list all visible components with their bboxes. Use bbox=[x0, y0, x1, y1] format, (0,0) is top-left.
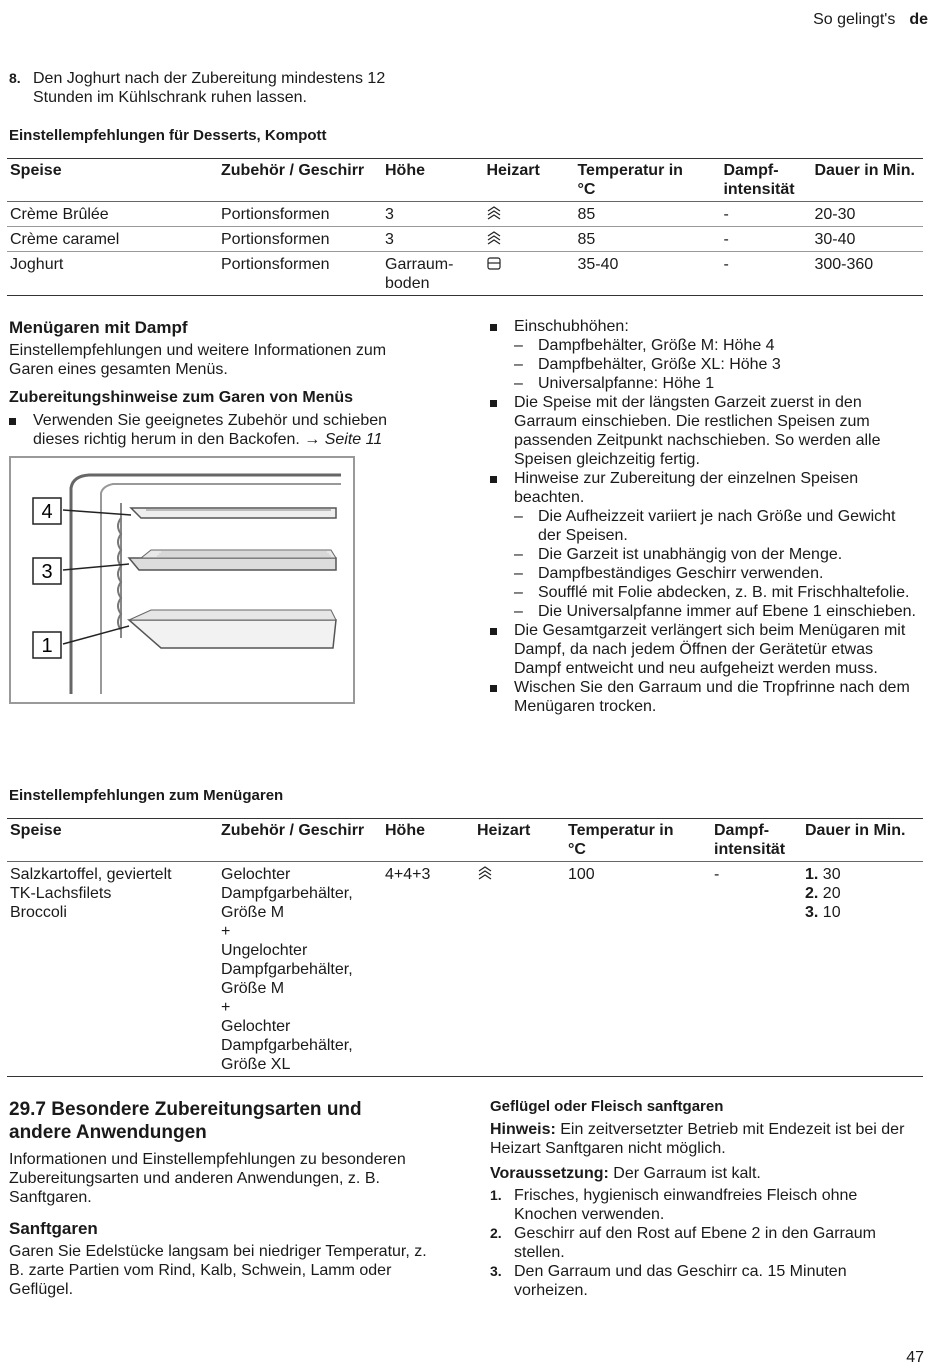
bullet-square-icon bbox=[490, 628, 497, 635]
col-temperatur: Temperatur in °C bbox=[577, 162, 683, 198]
speise-line: Broccoli bbox=[10, 904, 67, 921]
cell-dauer: 300-360 bbox=[814, 256, 874, 273]
list-item bbox=[490, 1262, 920, 1300]
cell-dampf: - bbox=[723, 256, 729, 273]
sub-list-item: – Dampfbehälter, Größe XL: Höhe 3 bbox=[514, 356, 781, 373]
zubehoer-line: Gelochter bbox=[221, 1018, 291, 1035]
speise-line: Salzkartoffel, geviertelt bbox=[10, 866, 172, 883]
cell-hoehe: 3 bbox=[385, 206, 394, 223]
oven-rack-diagram bbox=[11, 458, 353, 702]
cell-zubehoer bbox=[218, 862, 382, 1077]
cell-temp: 85 bbox=[577, 231, 596, 248]
sub-list-item: – Universalpfanne: Höhe 1 bbox=[514, 375, 715, 392]
col-heizart: Heizart bbox=[486, 162, 540, 179]
cell-dauer: 20-30 bbox=[814, 206, 856, 223]
cell-speise: Crème caramel bbox=[10, 231, 120, 248]
bullet-text: Einschubhöhen: bbox=[514, 318, 629, 335]
menu-subtitle: Zubereitungshinweise zum Garen von Menüs bbox=[9, 389, 354, 406]
hinweis-body: Ein zeitversetzter Betrieb mit Endezeit ist bei der Heizart Sanftgaren nicht möglich. bbox=[490, 1121, 905, 1157]
zubehoer-line: Dampfgarbehälter, bbox=[221, 885, 353, 902]
section-title: 29.7 Besondere Zubereitungsarten und andere Anwendungen bbox=[9, 1099, 362, 1143]
bullet-text: Wischen Sie den Garraum und die Tropfrinne nach dem Menügaren trocken. bbox=[514, 679, 910, 715]
cell-zubehoer: Portionsformen bbox=[221, 231, 330, 248]
col-speise: Speise bbox=[10, 822, 62, 839]
voraussetzung-body: Der Garraum ist kalt. bbox=[613, 1165, 761, 1182]
cell-hoehe: 3 bbox=[385, 231, 394, 248]
sub-text: Die Aufheizzeit variiert je nach Größe und Gewicht der Speisen. bbox=[538, 508, 896, 544]
step-number: 1. bbox=[805, 866, 819, 883]
dauer-value: 30 bbox=[822, 866, 841, 883]
list-item bbox=[490, 393, 920, 469]
sub-text: Soufflé mit Folie abdecken, z. B. mit Frischhaltefolie. bbox=[538, 584, 910, 601]
voraussetzung-label: Voraussetzung: bbox=[490, 1165, 609, 1182]
bullet-square-icon bbox=[490, 685, 497, 692]
col-zubehoer: Zubehör / Geschirr bbox=[221, 822, 365, 839]
voraussetzung-text bbox=[490, 1164, 920, 1183]
step-number: 2. bbox=[805, 885, 819, 902]
zubehoer-line: Ungelochter bbox=[221, 942, 308, 959]
dauer-value: 10 bbox=[822, 904, 841, 921]
step-text: Den Joghurt nach der Zubereitung mindestens 12 Stunden im Kühlschrank ruhen lassen. bbox=[33, 70, 386, 106]
level-3-label: 3 bbox=[41, 561, 53, 583]
bullet-square-icon bbox=[490, 400, 497, 407]
sub-list-item: – Dampfbehälter, Größe M: Höhe 4 bbox=[514, 337, 775, 354]
step-number: 2. bbox=[490, 1225, 502, 1241]
hinweis-label: Hinweis: bbox=[490, 1121, 556, 1138]
cell-zubehoer: Portionsformen bbox=[221, 206, 330, 223]
cell-hoehe: Garraum-boden bbox=[385, 256, 454, 292]
unterhitze-icon bbox=[486, 255, 502, 271]
list-item bbox=[490, 678, 920, 716]
zubehoer-line: Größe M bbox=[221, 904, 285, 921]
cell-temp: 85 bbox=[577, 206, 596, 223]
oven-figure bbox=[9, 456, 355, 704]
col-speise: Speise bbox=[10, 162, 62, 179]
zubehoer-line: Größe M bbox=[221, 980, 285, 997]
menu-hints-list bbox=[490, 317, 920, 716]
cell-heizart bbox=[483, 202, 574, 227]
list-item bbox=[490, 621, 920, 678]
dauer-line bbox=[805, 903, 923, 922]
steps-list bbox=[490, 1186, 920, 1300]
step-text: Frisches, hygienisch einwandfreies Fleisch ohne Knochen verwenden. bbox=[514, 1187, 858, 1223]
section-intro: Informationen und Einstellempfehlungen zu besonderen Zubereitungsarten und anderen Anwendungen, z. B. Sanftgaren. bbox=[9, 1151, 406, 1206]
menu-intro: Einstellempfehlungen und weitere Informationen zum Garen eines gesamten Menüs. bbox=[9, 342, 387, 378]
step-text: Den Garraum und das Geschirr ca. 15 Minuten vorheizen. bbox=[514, 1263, 847, 1299]
bullet-square-icon bbox=[490, 476, 497, 483]
sanftgaren-title: Sanftgaren bbox=[9, 1219, 98, 1238]
bullet-text: Verwenden Sie geeignetes Zubehör und schieben dieses richtig herum in den Backofen. bbox=[33, 412, 388, 448]
sub-text: Die Garzeit ist unabhängig von der Menge. bbox=[538, 546, 843, 563]
cell-heizart bbox=[483, 227, 574, 252]
desserts-table bbox=[7, 158, 923, 296]
sub-list-item: – Dampfbeständiges Geschirr verwenden. bbox=[514, 565, 824, 582]
level-4-label: 4 bbox=[41, 501, 53, 523]
cell-dampf: - bbox=[723, 231, 729, 248]
step-number: 3. bbox=[490, 1263, 502, 1279]
step-8 bbox=[9, 69, 429, 107]
page-ref-link[interactable]: Seite 11 bbox=[324, 431, 383, 448]
list-item bbox=[490, 317, 920, 336]
cell-dauer bbox=[802, 862, 923, 1077]
bullet-text: Die Speise mit der längsten Garzeit zuerst in den Garraum einschieben. Die restlichen Speisen zum passenden Zeitpunkt nachschieben. So werden alle Speisen gleichzeitig fertig. bbox=[514, 394, 881, 468]
zubehoer-line: Dampfgarbehälter, bbox=[221, 961, 353, 978]
sub-text: Die Universalpfanne immer auf Ebene 1 einschieben. bbox=[538, 603, 916, 620]
cell-speise: Crème Brûlée bbox=[10, 206, 109, 223]
dampf-icon bbox=[486, 205, 502, 221]
zubehoer-line: Gelochter bbox=[221, 866, 291, 883]
cell-heizart bbox=[474, 862, 565, 1077]
bullet-text: Die Gesamtgarzeit verlängert sich beim Menügaren mit Dampf, da nach jedem Öffnen der Gerätetür etwas Dampf entweicht und neu aufgeheizt werden muss. bbox=[514, 622, 906, 677]
cell-dampf: - bbox=[723, 206, 729, 223]
menu-table bbox=[7, 818, 923, 1077]
page-header bbox=[813, 10, 928, 29]
bullet-text: Hinweise zur Zubereitung der einzelnen Speisen beachten. bbox=[514, 470, 859, 506]
cell-temp: 100 bbox=[568, 866, 595, 883]
sub-list-item: – Die Universalpfanne immer auf Ebene 1 einschieben. bbox=[514, 603, 916, 620]
dampf-icon bbox=[477, 865, 493, 881]
col-hoehe: Höhe bbox=[385, 162, 425, 179]
level-1-label: 1 bbox=[41, 635, 53, 657]
table-row bbox=[7, 227, 923, 252]
cell-speise: Joghurt bbox=[10, 256, 64, 273]
sub-text: Dampfbehälter, Größe M: Höhe 4 bbox=[538, 337, 775, 354]
cell-hoehe: 4+4+3 bbox=[385, 866, 431, 883]
table-row bbox=[7, 252, 923, 296]
sub-list-item: – Soufflé mit Folie abdecken, z. B. mit Frischhaltefolie. bbox=[514, 584, 910, 601]
list-item bbox=[490, 469, 920, 507]
header-section: So gelingt's bbox=[813, 11, 896, 28]
sub-text: Dampfbeständiges Geschirr verwenden. bbox=[538, 565, 824, 582]
speise-line: TK-Lachsfilets bbox=[10, 885, 112, 902]
table-header-row bbox=[7, 819, 923, 862]
table-row bbox=[7, 202, 923, 227]
sanftgaren-text: Garen Sie Edelstücke langsam bei niedriger Temperatur, z. B. zarte Partien vom Rind, Kalb, Schwein, Lamm oder Geflügel. bbox=[9, 1243, 427, 1298]
header-lang: de bbox=[909, 11, 928, 28]
hinweis-text bbox=[490, 1120, 920, 1158]
col-heizart: Heizart bbox=[477, 822, 531, 839]
cell-dampf: - bbox=[714, 866, 720, 883]
col-hoehe: Höhe bbox=[385, 822, 425, 839]
cell-heizart bbox=[483, 252, 574, 296]
menu-bullet bbox=[9, 411, 434, 449]
zubehoer-line: Größe XL bbox=[221, 1056, 291, 1073]
arrow-icon: → bbox=[304, 431, 321, 448]
sub-text: Universalpfanne: Höhe 1 bbox=[538, 375, 715, 392]
bullet-square-icon bbox=[490, 324, 497, 331]
step-number: 8. bbox=[9, 70, 21, 86]
list-item bbox=[490, 1224, 920, 1262]
cell-zubehoer: Portionsformen bbox=[221, 256, 330, 273]
sub-text: Dampfbehälter, Größe XL: Höhe 3 bbox=[538, 356, 781, 373]
dauer-line bbox=[805, 865, 923, 884]
col-dauer: Dauer in Min. bbox=[814, 162, 915, 179]
zubehoer-line: + bbox=[221, 923, 231, 940]
page-number: 47 bbox=[906, 1349, 924, 1366]
col-zubehoer: Zubehör / Geschirr bbox=[221, 162, 365, 179]
step-number: 3. bbox=[805, 904, 819, 921]
list-item bbox=[490, 1186, 920, 1224]
sub-list-item: – Die Aufheizzeit variiert je nach Größe und Gewicht der Speisen. bbox=[514, 508, 896, 544]
dampf-icon bbox=[486, 230, 502, 246]
cell-speise bbox=[7, 862, 218, 1077]
sub-list-item: – Die Garzeit ist unabhängig von der Menge. bbox=[514, 546, 843, 563]
dauer-value: 20 bbox=[822, 885, 841, 902]
col-dauer: Dauer in Min. bbox=[805, 822, 906, 839]
cell-temp: 35-40 bbox=[577, 256, 619, 273]
col-dampf: Dampf-intensität bbox=[714, 822, 786, 858]
desserts-table-title: Einstellempfehlungen für Desserts, Kompott bbox=[9, 127, 327, 144]
menu-table-title: Einstellempfehlungen zum Menügaren bbox=[9, 787, 284, 804]
table-row bbox=[7, 862, 923, 1077]
table-header-row bbox=[7, 159, 923, 202]
step-text: Geschirr auf den Rost auf Ebene 2 in den Garraum stellen. bbox=[514, 1225, 876, 1261]
bullet-square-icon bbox=[9, 418, 16, 425]
gefluegel-title: Geflügel oder Fleisch sanftgaren bbox=[490, 1098, 724, 1115]
col-temperatur: Temperatur in °C bbox=[568, 822, 674, 858]
zubehoer-line: + bbox=[221, 999, 231, 1016]
col-dampf: Dampf-intensität bbox=[723, 162, 795, 198]
menu-title: Menügaren mit Dampf bbox=[9, 318, 188, 337]
step-number: 1. bbox=[490, 1187, 502, 1203]
dauer-line bbox=[805, 884, 923, 903]
zubehoer-line: Dampfgarbehälter, bbox=[221, 1037, 353, 1054]
cell-dauer: 30-40 bbox=[814, 231, 856, 248]
